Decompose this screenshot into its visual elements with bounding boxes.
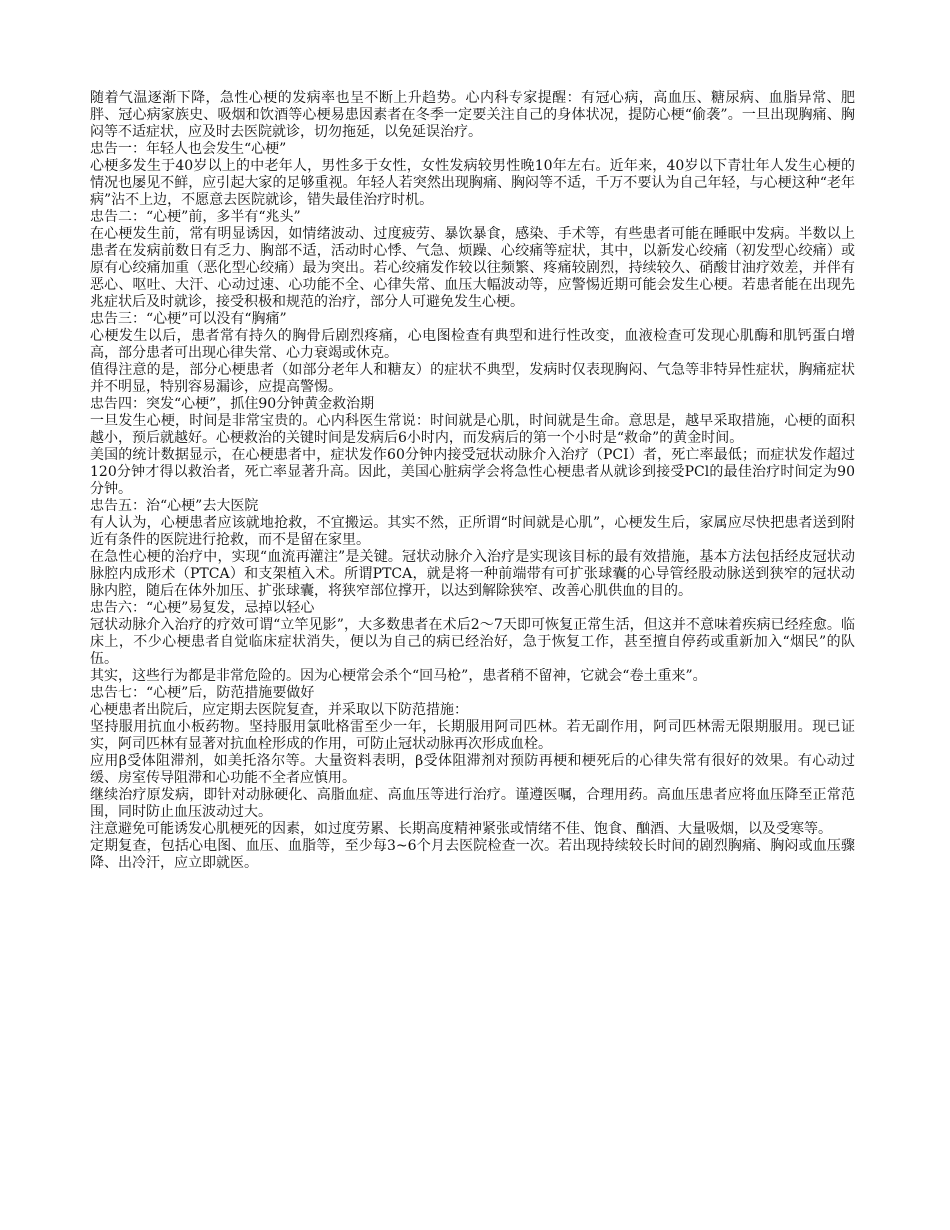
body-paragraph: 在急性心梗的治疗中，实现“血流再灌注”是关键。冠状动脉介入治疗是实现该目标的最有效措施，基本方法包括经皮冠状动脉腔内成形术（PTCA）和支架植入术。所谓PTCA，就是将一种前端带有可扩张球囊的心导管经股动脉送到狭窄的冠状动脉内腔，随后在体外加压、扩张球囊，将狭窄部位撑开，以达到解除狭窄、改善心肌供血的目的。 xyxy=(90,549,855,599)
body-paragraph: 美国的统计数据显示，在心梗患者中，症状发作60分钟内接受冠状动脉介入治疗（PCI）者，死亡率最低；而症状发作超过120分钟才得以救治者，死亡率显著升高。因此，美国心脏病学会将急性心梗患者从就诊到接受PCl的最佳治疗时间定为90分钟。 xyxy=(90,447,855,497)
body-paragraph: 定期复查，包括心电图、血压、血脂等，至少每3~6个月去医院检查一次。若出现持续较长时间的剧烈胸痛、胸闷或血压骤降、出冷汗，应立即就医。 xyxy=(90,838,855,871)
document-page xyxy=(90,90,855,872)
body-paragraph: 一旦发生心梗，时间是非常宝贵的。心内科医生常说：时间就是心肌，时间就是生命。意思是，越早采取措施，心梗的面积越小，预后就越好。心梗救治的关键时间是发病后6小时内，而发病后的第一个小时是“救命”的黄金时间。 xyxy=(90,413,855,446)
body-paragraph: 继续治疗原发病，即针对动脉硬化、高脂血症、高血压等进行治疗。谨遵医嘱，合理用药。高血压患者应将血压降至正常范围，同时防止血压波动过大。 xyxy=(90,787,855,820)
section-heading: 忠告四：突发“心梗”，抓住90分钟黄金救治期 xyxy=(90,396,375,412)
body-paragraph: 冠状动脉介入治疗的疗效可谓“立竿见影”，大多数患者在术后2～7天即可恢复正常生活，但这并不意味着疾病已经痊愈。临床上，不少心梗患者自觉临床症状消失，便以为自己的病已经治好，急于恢复工作，甚至擅自停药或重新加入“烟民”的队伍。 xyxy=(90,617,855,667)
section-heading: 忠告五：治“心梗”去大医院 xyxy=(90,498,259,514)
body-paragraph: 随着气温逐渐下降，急性心梗的发病率也呈不断上升趋势。心内科专家提醒：有冠心病，高血压、糖尿病、血脂异常、肥胖、冠心病家族史、吸烟和饮酒等心梗易患因素者在冬季一定要关注自己的身体状况，提防心梗“偷袭”。一旦出现胸痛、胸闷等不适症状，应及时去医院就诊，切勿拖延，以免延误治疗。 xyxy=(90,90,855,140)
body-paragraph: 心梗发生以后，患者常有持久的胸骨后剧烈疼痛，心电图检查有典型和进行性改变，血液检查可发现心肌酶和肌钙蛋白增高，部分患者可出现心律失常、心力衰竭或休克。 xyxy=(90,328,855,361)
section-heading: 忠告三：“心梗”可以没有“胸痛” xyxy=(90,311,287,327)
body-paragraph: 有人认为，心梗患者应该就地抢救，不宜搬运。其实不然，正所谓“时间就是心肌”，心梗发生后，家属应尽快把患者送到附近有条件的医院进行抢救，而不是留在家里。 xyxy=(90,515,855,548)
section-heading: 忠告二：“心梗”前，多半有“兆头” xyxy=(90,209,301,225)
section-heading: 忠告七：“心梗”后，防范措施要做好 xyxy=(90,685,315,701)
body-paragraph: 心梗多发生于40岁以上的中老年人，男性多于女性，女性发病较男性晚10年左右。近年来，40岁以下青壮年人发生心梗的情况也屡见不鲜，应引起大家的足够重视。年轻人若突然出现胸痛、胸闷等不适，千万不要认为自己年轻，与心梗这种“老年病”沾不上边，不愿意去医院就诊，错失最佳治疗时机。 xyxy=(90,158,855,208)
body-paragraph: 坚持服用抗血小板药物。坚持服用氯吡格雷至少一年，长期服用阿司匹林。若无副作用，阿司匹林需无限期服用。现已证实，阿司匹林有显著对抗血栓形成的作用，可防止冠状动脉再次形成血栓。 xyxy=(90,719,855,752)
body-paragraph: 心梗患者出院后，应定期去医院复查，并采取以下防范措施： xyxy=(90,702,468,718)
body-paragraph: 其实，这些行为都是非常危险的。因为心梗常会杀个“回马枪”，患者稍不留神，它就会“卷土重来”。 xyxy=(90,668,707,684)
section-heading: 忠告六：“心梗”易复发，忌掉以轻心 xyxy=(90,600,315,616)
body-paragraph: 注意避免可能诱发心肌梗死的因素，如过度劳累、长期高度精神紧张或情绪不佳、饱食、酗酒、大量吸烟，以及受寒等。 xyxy=(90,821,832,837)
body-paragraph: 应用β受体阻滞剂，如美托洛尔等。大量资料表明，β受体阻滞剂对预防再梗和梗死后的心律失常有很好的效果。有心动过缓、房室传导阻滞和心功能不全者应慎用。 xyxy=(90,753,855,786)
section-heading: 忠告一：年轻人也会发生“心梗” xyxy=(90,141,287,157)
body-paragraph: 值得注意的是，部分心梗患者（如部分老年人和糖友）的症状不典型，发病时仅表现胸闷、气急等非特异性症状，胸痛症状并不明显，特别容易漏诊，应提高警惕。 xyxy=(90,362,855,395)
body-paragraph: 在心梗发生前，常有明显诱因，如情绪波动、过度疲劳、暴饮暴食，感染、手术等，有些患者可能在睡眠中发病。半数以上患者在发病前数日有乏力、胸部不适，活动时心悸、气急、烦躁、心绞痛等症状，其中，以新发心绞痛（初发型心绞痛）或原有心绞痛加重（恶化型心绞痛）最为突出。若心绞痛发作较以往频繁、疼痛较剧烈，持续较久、硝酸甘油疗效差，并伴有恶心、呕吐、大汗、心动过速、心功能不全、心律失常、血压大幅波动等，应警惕近期可能会发生心梗。若患者能在出现先兆症状后及时就诊，接受积极和规范的治疗，部分人可避免发生心梗。 xyxy=(90,226,855,310)
